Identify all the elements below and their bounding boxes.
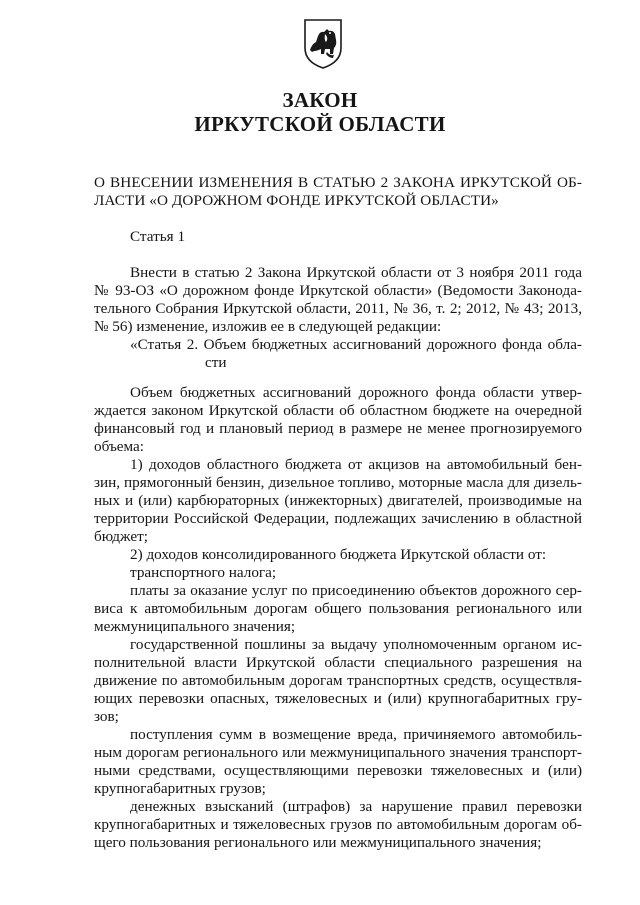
body-line: Внести в статью 2 Закона Иркутской области от 3 ноября 2011 года	[130, 264, 582, 281]
body-line: бюджет;	[94, 528, 148, 545]
body-line: ным дорогам регионального или межмуниципального значения транспорт-	[94, 744, 582, 761]
body-line: «Статья 2. Объем бюджетных ассигнований дорожного фонда обла-	[130, 336, 582, 353]
body-line: тельного Собрания Иркутской области, 2011, № 36, т. 2; 2012, № 43; 2013,	[94, 300, 582, 317]
body-line: территории Российской Федерации, подлежащих зачислению в областной	[94, 510, 582, 527]
law-title-line-1: ЗАКОН	[282, 88, 358, 112]
body-line: объема:	[94, 438, 145, 455]
coat-of-arms-emblem	[303, 18, 343, 70]
article-label: Статья 1	[130, 228, 186, 245]
body-line: транспортного налога;	[130, 564, 277, 581]
body-line: сти	[205, 354, 227, 371]
body-line: зов;	[94, 708, 119, 725]
body-line: платы за оказание услуг по присоединению объектов дорожного сер-	[130, 582, 582, 599]
body-line: ждается законом Иркутской области об областном бюджете на очередной	[94, 402, 582, 419]
body-line: государственной пошлины за выдачу уполномоченным органом ис-	[130, 636, 582, 653]
body-line: полнительной власти Иркутской области специального разрешения на	[94, 654, 582, 671]
body-line: Объем бюджетных ассигнований дорожного фонда области утвер-	[130, 384, 582, 401]
law-title-line-2: ИРКУТСКОЙ ОБЛАСТИ	[194, 112, 446, 136]
body-line: крупногабаритных грузов;	[94, 780, 266, 797]
subject-line-1: О ВНЕСЕНИИ ИЗМЕНЕНИЯ В СТАТЬЮ 2 ЗАКОНА ИРКУТСКОЙ ОБ-	[94, 174, 582, 191]
body-line: финансовый год и плановый период в размере не менее прогнозируемого	[94, 420, 582, 437]
body-line: № 93-ОЗ «О дорожном фонде Иркутской области» (Ведомости Законода-	[94, 282, 582, 299]
body-line: поступления сумм в возмещение вреда, причиняемого автомобиль-	[130, 726, 582, 743]
body-line: виса к автомобильным дорогам общего пользования регионального или	[94, 600, 582, 617]
body-line: зин, прямогонный бензин, дизельное топливо, моторные масла для дизель-	[94, 474, 582, 491]
body-line: движение по автомобильным дорогам транспортных средств, осуществля-	[94, 672, 582, 689]
body-line: ющих перевозки опасных, тяжеловесных и (или) крупногабаритных гру-	[94, 690, 582, 707]
body-line: 2) доходов консолидированного бюджета Иркутской области от:	[130, 546, 547, 563]
body-line: ных и (или) карбюраторных (инжекторных) двигателей, производимые на	[94, 492, 582, 509]
body-line: крупногабаритных и тяжеловесных грузов по автомобильным дорогам об-	[94, 816, 582, 833]
body-line: ными средствами, осуществляющими перевозки тяжеловесных и (или)	[94, 762, 582, 779]
body-line: межмуниципального значения;	[94, 618, 296, 635]
subject-line-2: ЛАСТИ «О ДОРОЖНОМ ФОНДЕ ИРКУТСКОЙ ОБЛАСТИ»	[94, 192, 499, 209]
body-line: 1) доходов областного бюджета от акцизов на автомобильный бен-	[130, 456, 582, 473]
body-line: щего пользования регионального или межмуниципального значения;	[94, 834, 542, 851]
body-line: денежных взысканий (штрафов) за нарушение правил перевозки	[130, 798, 582, 815]
body-line: № 56) изменение, изложив ее в следующей редакции:	[94, 318, 442, 335]
